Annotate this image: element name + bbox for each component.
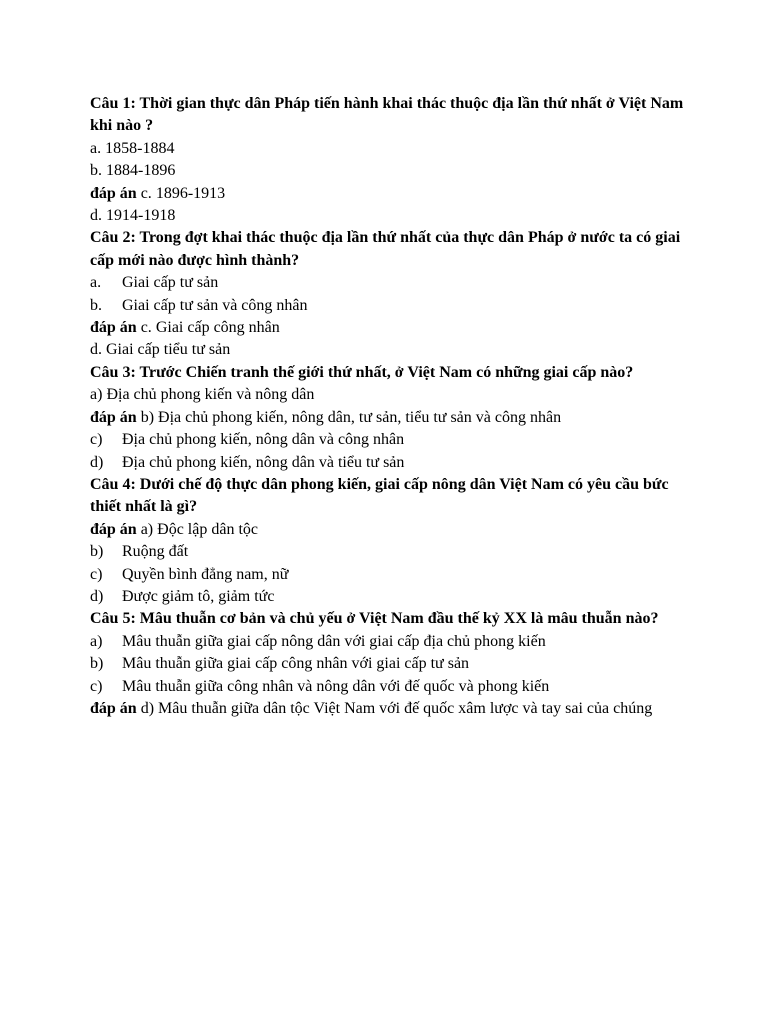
option-c-correct: đáp án c. Giai cấp công nhân	[90, 319, 280, 337]
answer-marker: đáp án	[90, 520, 137, 538]
question-4	[90, 474, 690, 608]
option-a: a) Địa chủ phong kiến và nông dân	[90, 386, 315, 404]
question-title: Câu 2: Trong đợt khai thác thuộc địa lần thứ nhất của thực dân Pháp ở nước ta có giai cấp mới nào được hình thành?	[90, 229, 681, 269]
option-a: a. 1858-1884	[90, 139, 175, 157]
option-d: d. 1914-1918	[90, 207, 176, 225]
question-title: Câu 4: Dưới chế độ thực dân phong kiến, giai cấp nông dân Việt Nam có yêu cầu bức thiết nhất là gì?	[90, 475, 669, 516]
option-b: b. Giai cấp tư sản và công nhân	[90, 296, 308, 314]
document-page	[90, 93, 690, 720]
question-1	[90, 93, 690, 227]
option-d-correct: đáp án d) Mâu thuẫn giữa dân tộc Việt Nam với đế quốc xâm lược và tay sai của chúng	[90, 699, 653, 717]
question-2	[90, 227, 690, 361]
question-5	[90, 608, 690, 720]
option-c: c) Mâu thuẫn giữa công nhân và nông dân với đế quốc và phong kiến	[90, 677, 550, 695]
option-a: a. Giai cấp tư sản	[90, 274, 219, 292]
answer-marker: đáp án	[90, 408, 137, 426]
option-b: b) Ruộng đất	[90, 543, 189, 561]
option-d: d) Được giảm tô, giảm tức	[90, 587, 275, 605]
option-c-correct: đáp án c. 1896-1913	[90, 184, 226, 202]
option-a: a) Mâu thuẫn giữa giai cấp nông dân với giai cấp địa chủ phong kiến	[90, 632, 546, 650]
option-c: c) Quyền bình đẳng nam, nữ	[90, 565, 289, 583]
answer-marker: đáp án	[90, 319, 137, 337]
question-3	[90, 362, 690, 474]
question-title: Câu 3: Trước Chiến tranh thế giới thứ nhất, ở Việt Nam có những giai cấp nào?	[90, 363, 634, 381]
option-d: d) Địa chủ phong kiến, nông dân và tiểu tư sản	[90, 453, 405, 471]
option-c: c) Địa chủ phong kiến, nông dân và công nhân	[90, 431, 405, 449]
option-a-correct: đáp án a) Độc lập dân tộc	[90, 520, 258, 538]
option-b: b. 1884-1896	[90, 162, 176, 180]
option-b: b) Mâu thuẫn giữa giai cấp công nhân với giai cấp tư sản	[90, 655, 470, 673]
option-b-correct: đáp án b) Địa chủ phong kiến, nông dân, tư sản, tiểu tư sản và công nhân	[90, 408, 562, 426]
answer-marker: đáp án	[90, 184, 137, 202]
option-d: d. Giai cấp tiểu tư sản	[90, 341, 231, 359]
answer-marker: đáp án	[90, 699, 137, 717]
question-title: Câu 5: Mâu thuẫn cơ bản và chủ yếu ở Việt Nam đầu thế kỷ XX là mâu thuẫn nào?	[90, 610, 659, 628]
question-title: Câu 1: Thời gian thực dân Pháp tiến hành khai thác thuộc địa lần thứ nhất ở Việt Nam khi nào ?	[90, 95, 684, 135]
